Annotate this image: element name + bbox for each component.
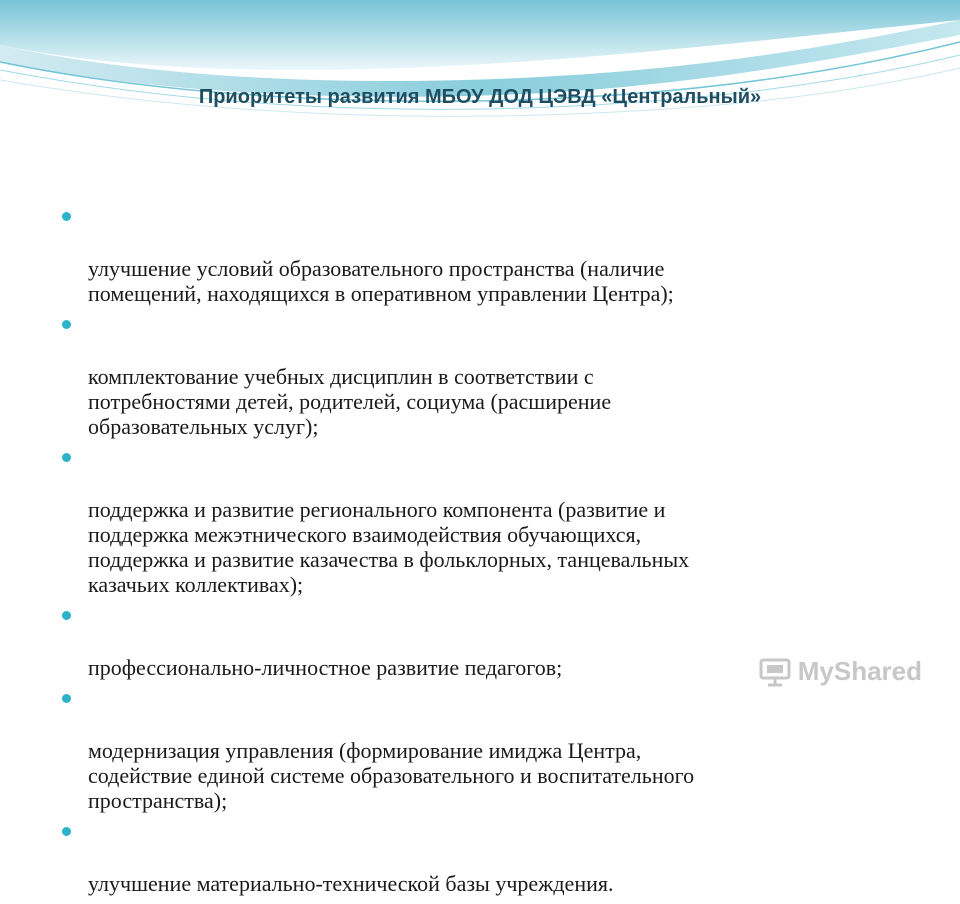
list-item-text: профессионально-личностное развитие педагогов; bbox=[88, 655, 563, 680]
list-item bbox=[62, 821, 922, 896]
list-item bbox=[62, 447, 922, 597]
watermark-text: MyShared bbox=[797, 656, 922, 686]
presentation-screen-icon bbox=[758, 657, 792, 687]
list-item-text: поддержка и развитие регионального компонента (развитие и поддержка межэтнического взаимодействия обучающихся, поддержка и развитие казачества в фольклорных, танцевальных казачьих коллективах); bbox=[88, 497, 690, 597]
list-item-text: модернизация управления (формирование имиджа Центра, содействие единой системе образовательного и воспитательного пространства); bbox=[88, 738, 695, 813]
list-item-text: комплектование учебных дисциплин в соответствии с потребностями детей, родителей, социума (расширение образовательных услуг); bbox=[88, 364, 612, 439]
list-item bbox=[62, 688, 922, 813]
bullet-list bbox=[62, 206, 922, 904]
list-item-text: улучшение условий образовательного пространства (наличие помещений, находящихся в оперативном управлении Центра); bbox=[88, 256, 674, 306]
bullet-dot-icon bbox=[62, 694, 71, 703]
bullet-dot-icon bbox=[62, 827, 71, 836]
watermark-logo bbox=[758, 656, 922, 687]
list-item-text: улучшение материально-технической базы учреждения. bbox=[88, 871, 614, 896]
bullet-dot-icon bbox=[62, 453, 71, 462]
list-item bbox=[62, 206, 922, 306]
slide-title: Приоритеты развития МБОУ ДОД ЦЭВД «Центральный» bbox=[198, 86, 762, 108]
list-item bbox=[62, 314, 922, 439]
header-wave-decoration bbox=[0, 0, 960, 160]
bullet-dot-icon bbox=[62, 320, 71, 329]
bullet-dot-icon bbox=[62, 611, 71, 620]
bullet-dot-icon bbox=[62, 212, 71, 221]
